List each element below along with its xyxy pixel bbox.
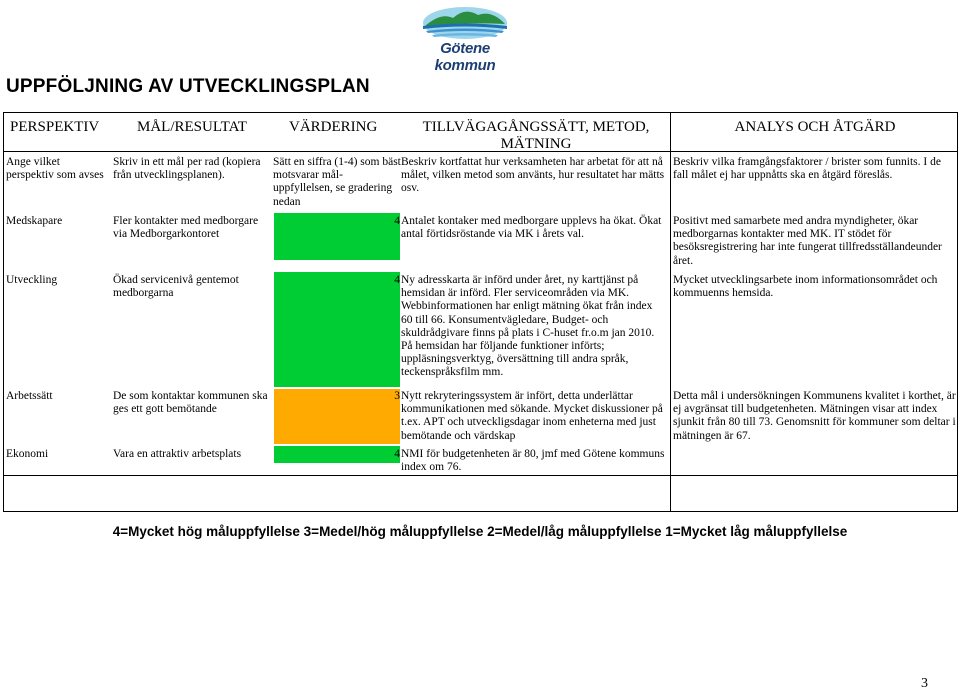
header-vardering: VÄRDERING [289, 119, 378, 135]
row-arbetssatt-perspektiv: Arbetssätt [6, 390, 53, 402]
header-tillvagagang-line2: MÄTNING [500, 136, 572, 152]
row-arbetssatt-analys: Detta mål i undersökningen Kommunens kvalitet i korthet, är ej avgränsat till budgetenheten. Mätningen visar att index sjunkit från 80 till 73. Genomsnitt för kommuner som deltar i mätningen är 67. [673, 390, 956, 442]
instruction-analys: Beskriv vilka framgångsfaktorer / brister som funnits. I de fall målet ej har uppnåtts ska en åtgärd föreslås. [673, 156, 941, 182]
header-mal: MÅL/RESULTAT [137, 119, 247, 135]
instruction-mal: Skriv in ett mål per rad (kopiera från utvecklingsplanen). [113, 156, 261, 182]
row-arbetssatt-mal: De som kontaktar kommunen ska ges ett gott bemötande [113, 390, 268, 416]
row-medskapare-grade: 4 [394, 215, 400, 227]
row-utveckling-tillvagagang: Ny adresskarta är införd under året, ny karttjänst på hemsidan är införd. Fler serviceområden via MK. Webbinformationen har enligt mätning ökat från index 60 till 66. Konsumentvägledare, Budget- och skuldrådgivare finns på plats i C-huset fr.o.m jan 2010. På hemsidan har följande funktioner införts; uppläsningsverktyg, översättning till andra språk, teckenspråksfilm mm. [401, 274, 655, 379]
page-number: 3 [921, 676, 928, 691]
followup-table [3, 112, 958, 512]
row-medskapare-perspektiv: Medskapare [6, 215, 63, 227]
row-ekonomi-tillvagagang: NMI för budgetenheten är 80, jmf med Götene kommuns index om 76. [401, 448, 665, 474]
logo-text: Götene kommun [434, 40, 496, 74]
grade-fill-utveckling [274, 272, 400, 387]
row-utveckling-grade: 4 [394, 274, 400, 286]
instruction-vardering: Sätt en siffra (1-4) som bäst motsvarar mål- uppfyllelsen, se gradering nedan [273, 156, 401, 208]
header-perspektiv: PERSPEKTIV [10, 119, 100, 135]
column-divider [670, 113, 671, 511]
gotene-logo [408, 2, 522, 74]
row-medskapare-analys: Positivt med samarbete med andra myndigheter, ökar medborgarnas kontakter med MK. IT stödet för besöksregistrering har inte fungerat tillfredsställandeunder året. [673, 215, 942, 267]
row-medskapare-tillvagagang: Antalet kontaker med medborgare upplevs ha ökat. Ökat antal förtidsröstande via MK i årets val. [401, 215, 662, 241]
row-arbetssatt-tillvagagang: Nytt rekryteringssystem är infört, detta underlättar kommunikationen med sökande. Mycket diskussioner på t.ex. APT och utveckligsdagar inom enheterna med just bemötande och värdskap [401, 390, 663, 442]
page-title: UPPFÖLJNING AV UTVECKLINGSPLAN [6, 76, 370, 97]
row-ekonomi-mal: Vara en attraktiv arbetsplats [113, 448, 242, 460]
header-tillvagagang [401, 119, 671, 153]
row-utveckling-perspektiv: Utveckling [6, 274, 58, 286]
instruction-tillvagagang: Beskriv kortfattat hur verksamheten har arbetat för att nå målet, vilken metod som använts, hur resultatet har mätts osv. [401, 156, 665, 195]
instruction-perspektiv: Ange vilket perspektiv som avses [6, 156, 104, 182]
row-ekonomi-grade: 4 [394, 448, 400, 460]
header-tillvagagang-line1: TILLVÄGAGÅNGSSÄTT, METOD, [422, 119, 650, 135]
row-ekonomi-perspektiv: Ekonomi [6, 448, 49, 460]
row-medskapare-mal: Fler kontakter med medborgare via Medborgarkontoret [113, 215, 259, 241]
logo-mountain-icon [408, 2, 522, 40]
row-arbetssatt-grade: 3 [394, 390, 400, 402]
grading-legend: 4=Mycket hög måluppfyllelse 3=Medel/hög måluppfyllelse 2=Medel/låg måluppfyllelse 1=Mycket låg måluppfyllelse [112, 524, 848, 539]
row-utveckling-analys: Mycket utvecklingsarbete inom informationsområdet och kommuenns hemsida. [673, 274, 938, 300]
row-utveckling-mal: Ökad servicenivå gentemot medborgarna [113, 274, 239, 300]
table-header [4, 113, 957, 152]
header-analys: ANALYS OCH ÅTGÄRD [734, 119, 896, 135]
table-row-separator [4, 475, 957, 476]
